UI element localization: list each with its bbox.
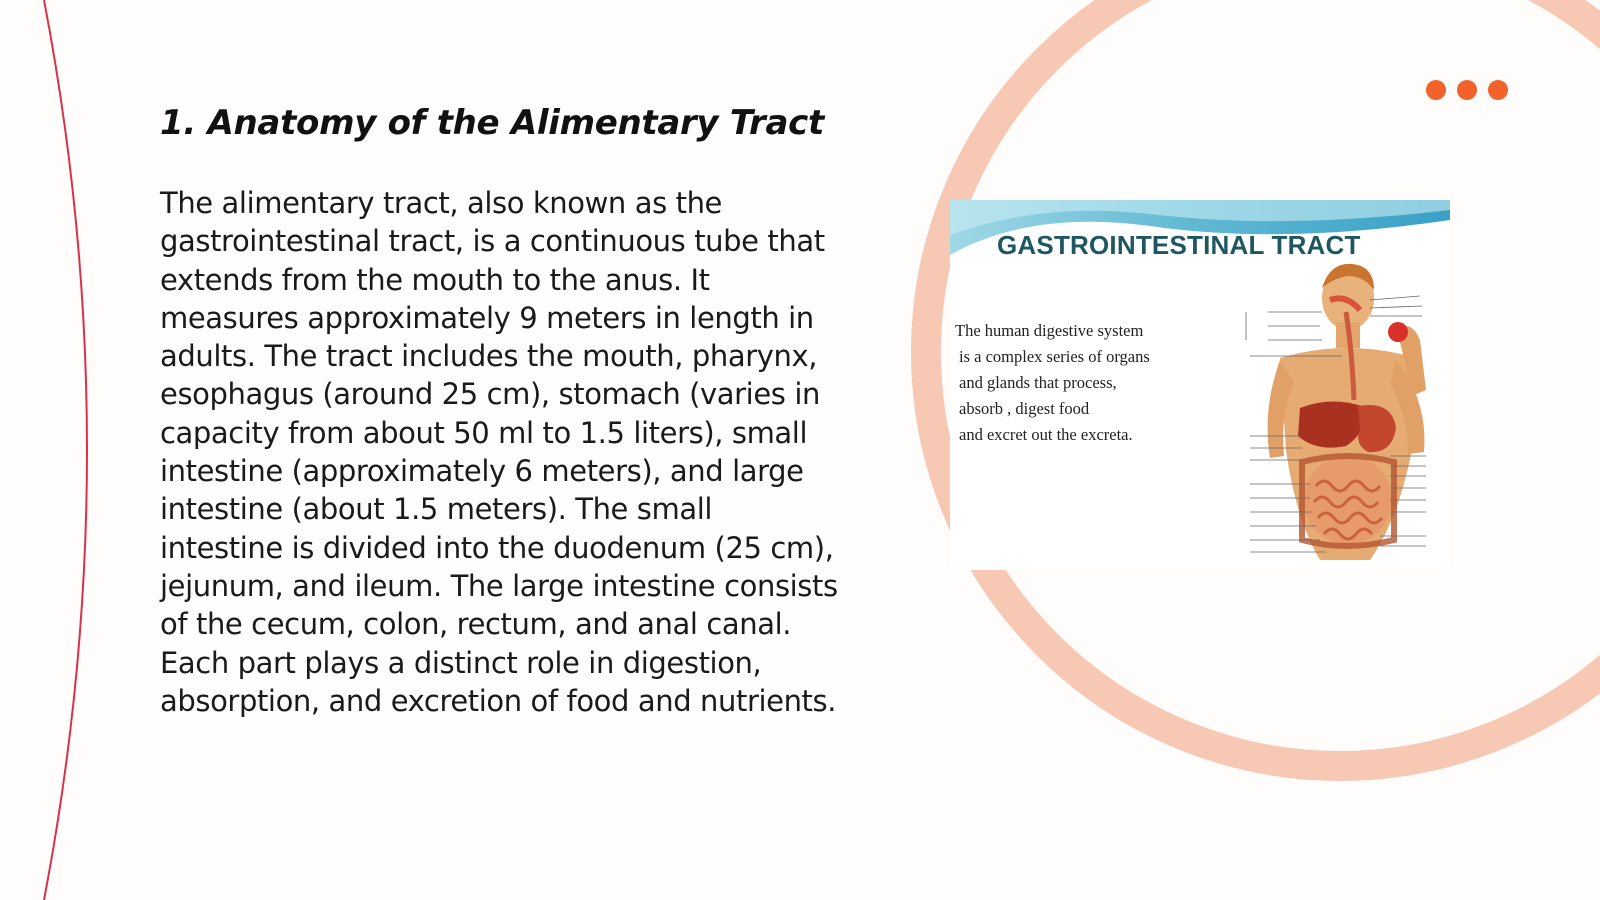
- figure-caption: [955, 318, 1150, 448]
- dot-icon: [1457, 80, 1477, 100]
- caption-line: absorb , digest food: [959, 399, 1090, 418]
- caption-line: is a complex series of organs: [959, 347, 1150, 366]
- left-curve-line: [44, 0, 87, 900]
- caption-line: and excret out the excreta.: [959, 425, 1133, 444]
- slide-body-text: The alimentary tract, also known as the gastrointestinal tract, is a continuous tube that extends from the mouth to the anus. It measures approximately 9 meters in length in adults. The tract includes the mouth, pharynx, esophagus (around 25 cm), stomach (varies in capacity from about 50 ml to 1.5 liters), small intestine (approximately 6 meters), and large intestine (about 1.5 meters). The small intestine is divided into the duodenum (25 cm), jejunum, and ileum. The large intestine consists of the cecum, colon, rectum, and anal canal. Each part plays a distinct role in digestion, absorption, and excretion of food and nutrients.: [160, 186, 838, 718]
- three-dots-icon[interactable]: [1426, 80, 1508, 100]
- figure-title: GASTROINTESTINAL TRACT: [997, 230, 1361, 260]
- caption-line: The human digestive system: [955, 321, 1144, 340]
- gastrointestinal-figure: [950, 200, 1450, 570]
- slide-title: 1. Anatomy of the Alimentary Tract: [160, 103, 824, 143]
- caption-line: and glands that process,: [959, 373, 1117, 392]
- dot-icon: [1488, 80, 1508, 100]
- dot-icon: [1426, 80, 1446, 100]
